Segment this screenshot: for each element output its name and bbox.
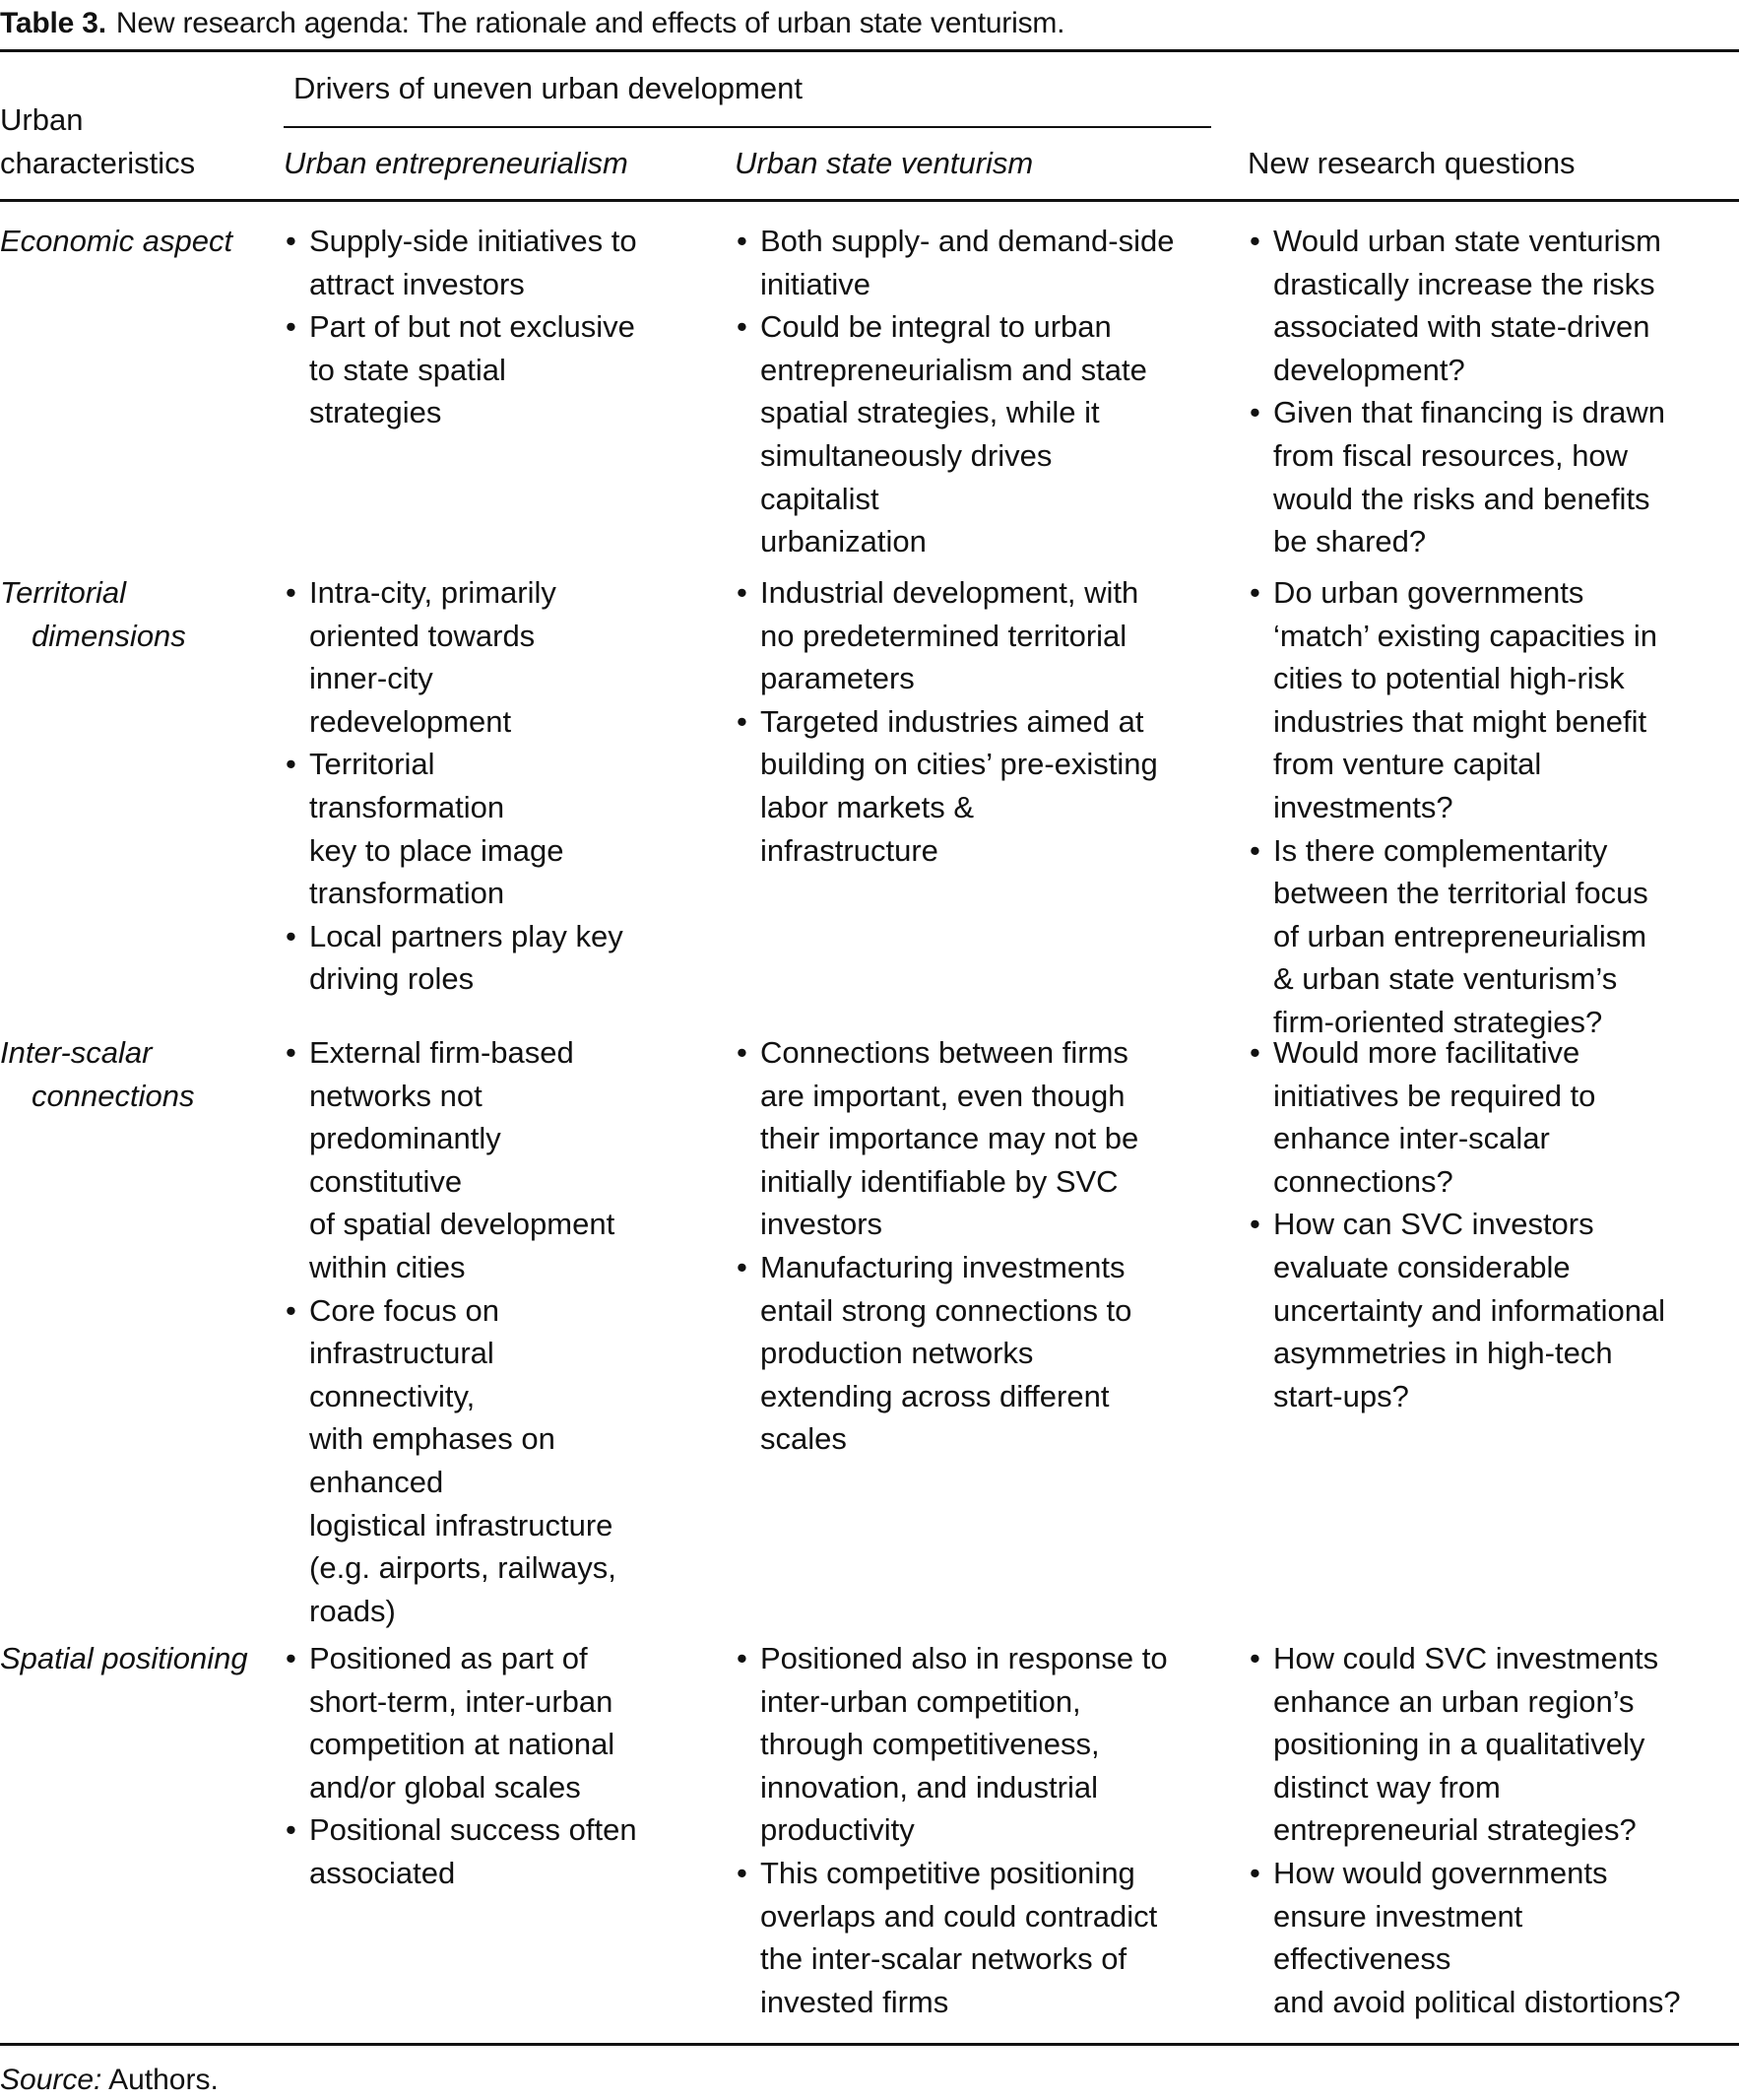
bullet-line: associated <box>309 1855 456 1890</box>
bullet-line: infrastructure <box>760 832 938 868</box>
bullet-item <box>735 1246 1227 1461</box>
table-caption <box>0 4 1064 43</box>
bullet-line: • Targeted industries aimed at <box>760 703 1144 739</box>
bullet-item <box>1248 391 1739 562</box>
bullet-line: competition at national <box>309 1727 615 1762</box>
bullet-line: • Would urban state venturism <box>1273 224 1662 258</box>
cell-urban-state-venturism <box>735 1637 1227 2023</box>
bullet-line: entail strong connections to <box>760 1292 1132 1328</box>
bullet-item <box>284 1637 707 1808</box>
bullet-line: • Both supply- and demand-side <box>760 224 1175 258</box>
bullet-line: entrepreneurial strategies? <box>1273 1812 1637 1848</box>
bullet-item <box>284 1808 707 1894</box>
bullet-line: development? <box>1273 352 1465 387</box>
bullet-line: their importance may not be <box>760 1121 1139 1156</box>
cell-characteristic <box>0 1031 266 1117</box>
bullet-line: effectiveness <box>1273 1941 1451 1977</box>
bullet-list <box>1248 571 1739 1044</box>
bullet-line: labor markets & <box>760 789 975 824</box>
cell-urban-entrepreneurialism <box>284 571 707 1001</box>
bullet-line: short-term, inter-urban <box>309 1683 613 1719</box>
bullet-line: be shared? <box>1273 524 1427 559</box>
bullet-line: investments? <box>1273 789 1453 824</box>
bullet-line: constitutive <box>309 1163 463 1199</box>
bullet-line: transformation <box>309 876 505 911</box>
bullet-line: no predetermined territorial <box>760 618 1127 653</box>
cell-new-research-questions <box>1248 1637 1739 2023</box>
bullet-line: of urban entrepreneurialism <box>1273 918 1647 953</box>
bullet-line: associated with state-driven <box>1273 309 1650 345</box>
cell-urban-entrepreneurialism <box>284 1637 707 1895</box>
bullet-line: • External firm-based <box>309 1035 574 1070</box>
bullet-line: • How would governments <box>1273 1855 1608 1890</box>
bullet-line: redevelopment <box>309 703 512 739</box>
bullet-item <box>284 220 707 305</box>
header-drivers: Drivers of uneven urban development <box>293 71 803 105</box>
bullet-line: attract investors <box>309 266 525 301</box>
bullet-item <box>1248 1031 1739 1203</box>
bullet-line: uncertainty and informational <box>1273 1292 1666 1328</box>
bullet-line: • Supply-side initiatives to <box>309 224 637 258</box>
bullet-line: • Industrial development, with <box>760 575 1139 610</box>
bullet-line: • Intra-city, primarily <box>309 575 556 610</box>
bullet-line: • Do urban governments <box>1273 575 1584 610</box>
drivers-rule <box>284 126 1211 128</box>
bullet-item <box>1248 1203 1739 1417</box>
bullet-line: infrastructural <box>309 1336 494 1371</box>
cell-characteristic <box>0 571 266 657</box>
bullet-line: industries that might benefit <box>1273 703 1647 739</box>
bullet-line: entrepreneurialism and state <box>760 352 1147 387</box>
bullet-line: spatial strategies, while it <box>760 395 1100 430</box>
bullet-line: from fiscal resources, how <box>1273 437 1629 473</box>
characteristic-line: Territorial <box>0 575 127 610</box>
bullet-line: initiative <box>760 266 870 301</box>
bullet-item <box>735 1852 1227 2023</box>
cell-new-research-questions <box>1248 571 1739 1044</box>
bullet-line: networks not <box>309 1078 483 1113</box>
characteristic-line: Economic aspect <box>0 224 233 258</box>
bullet-line: drastically increase the risks <box>1273 266 1655 301</box>
bullet-item <box>1248 571 1739 829</box>
cell-urban-state-venturism <box>735 1031 1227 1461</box>
top-rule <box>0 49 1739 52</box>
cell-urban-entrepreneurialism <box>284 220 707 434</box>
bullet-line: through competitiveness, <box>760 1727 1100 1762</box>
header-urban-entrepreneurialism: Urban entrepreneurialism <box>284 146 628 180</box>
bullet-list <box>735 571 1227 872</box>
bullet-line: initiatives be required to <box>1273 1078 1596 1113</box>
bullet-list <box>1248 1031 1739 1417</box>
bullet-item <box>1248 1637 1739 1852</box>
characteristic-line: connections <box>32 1078 195 1113</box>
bullet-line: simultaneously drives <box>760 437 1053 473</box>
bullet-item <box>735 305 1227 563</box>
bullet-line: productivity <box>760 1812 915 1848</box>
bullet-line: enhance an urban region’s <box>1273 1683 1635 1719</box>
bullet-line: from venture capital <box>1273 747 1542 782</box>
bullet-item <box>735 700 1227 872</box>
bullet-line: connections? <box>1273 1163 1453 1199</box>
bullet-item <box>284 305 707 434</box>
bullet-line: enhanced <box>309 1464 444 1499</box>
bullet-line: driving roles <box>309 961 475 997</box>
bullet-line: invested firms <box>760 1984 949 2019</box>
bullet-line: are important, even though <box>760 1078 1126 1113</box>
bullet-list <box>735 1637 1227 2023</box>
bullet-line: • Positional success often <box>309 1812 637 1848</box>
characteristic-line: dimensions <box>32 618 186 653</box>
bottom-rule <box>0 2043 1739 2046</box>
bullet-line: scales <box>760 1421 847 1457</box>
bullet-line: asymmetries in high-tech <box>1273 1336 1613 1371</box>
bullet-list <box>1248 220 1739 563</box>
bullet-line: • Local partners play key <box>309 918 623 953</box>
header-rule <box>0 199 1739 202</box>
bullet-line: • Positioned as part of <box>309 1641 588 1675</box>
bullet-item <box>1248 829 1739 1044</box>
bullet-item <box>735 1031 1227 1246</box>
bullet-line: cities to potential high-risk <box>1273 661 1625 696</box>
bullet-list <box>284 571 707 1001</box>
header-urban-state-venturism: Urban state venturism <box>735 146 1034 180</box>
bullet-item <box>735 220 1227 305</box>
bullet-item <box>284 571 707 743</box>
bullet-line: predominantly <box>309 1121 501 1156</box>
bullet-list <box>284 220 707 434</box>
bullet-line: • Part of but not exclusive <box>309 309 635 345</box>
cell-characteristic <box>0 1637 266 1680</box>
bullet-line: • Positioned also in response to <box>760 1641 1168 1675</box>
bullet-list <box>284 1031 707 1632</box>
bullet-line: • Given that financing is drawn <box>1273 395 1666 430</box>
cell-new-research-questions <box>1248 220 1739 563</box>
bullet-line: investors <box>760 1207 883 1242</box>
bullet-line: key to place image <box>309 832 564 868</box>
bullet-item <box>284 915 707 1001</box>
bullet-line: inner-city <box>309 661 433 696</box>
bullet-line: capitalist <box>760 481 879 516</box>
bullet-line: • Connections between firms <box>760 1035 1128 1070</box>
bullet-list <box>284 1637 707 1895</box>
bullet-line: with emphases on <box>309 1421 555 1457</box>
bullet-item <box>1248 220 1739 391</box>
bullet-line: inter-urban competition, <box>760 1683 1081 1719</box>
bullet-line: between the territorial focus <box>1273 876 1648 911</box>
bullet-line: and/or global scales <box>309 1769 581 1805</box>
cell-urban-state-venturism <box>735 571 1227 872</box>
bullet-list <box>1248 1637 1739 2023</box>
bullet-line: • Would more facilitative <box>1273 1035 1580 1070</box>
table-source-note <box>0 2061 219 2100</box>
bullet-line: extending across different <box>760 1378 1110 1413</box>
source-label: Source: <box>0 2064 102 2096</box>
bullet-line: ensure investment <box>1273 1898 1523 1934</box>
bullet-line: within cities <box>309 1249 466 1284</box>
bullet-line: • How could SVC investments <box>1273 1641 1659 1675</box>
table-label: Table 3. <box>0 7 106 39</box>
bullet-line: strategies <box>309 395 442 430</box>
cell-urban-state-venturism <box>735 220 1227 563</box>
bullet-item <box>284 1031 707 1289</box>
bullet-item <box>284 1289 707 1633</box>
bullet-item <box>1248 1852 1739 2023</box>
bullet-item <box>735 1637 1227 1852</box>
characteristic-line: Inter-scalar <box>0 1035 153 1070</box>
cell-characteristic <box>0 220 266 263</box>
bullet-list <box>735 1031 1227 1461</box>
bullet-line: production networks <box>760 1336 1034 1371</box>
bullet-line: urbanization <box>760 524 927 559</box>
bullet-line: building on cities’ pre-existing <box>760 747 1158 782</box>
header-characteristics: characteristics <box>0 146 196 180</box>
bullet-line: roads) <box>309 1593 396 1628</box>
bullet-line: ‘match’ existing capacities in <box>1273 618 1657 653</box>
characteristic-line: Spatial positioning <box>0 1641 248 1675</box>
bullet-line: transformation <box>309 789 505 824</box>
bullet-line: to state spatial <box>309 352 506 387</box>
bullet-line: • Could be integral to urban <box>760 309 1112 345</box>
bullet-line: enhance inter-scalar <box>1273 1121 1550 1156</box>
bullet-line: and avoid political distortions? <box>1273 1984 1681 2019</box>
bullet-line: the inter-scalar networks of <box>760 1941 1127 1977</box>
bullet-line: parameters <box>760 661 915 696</box>
bullet-line: evaluate considerable <box>1273 1249 1571 1284</box>
header-new-research-questions: New research questions <box>1248 146 1576 180</box>
bullet-line: • Is there complementarity <box>1273 832 1608 868</box>
bullet-item <box>284 743 707 914</box>
cell-urban-entrepreneurialism <box>284 1031 707 1632</box>
bullet-line: & urban state venturism’s <box>1273 961 1618 997</box>
bullet-line: positioning in a qualitatively <box>1273 1727 1645 1762</box>
bullet-line: • How can SVC investors <box>1273 1207 1594 1242</box>
bullet-line: overlaps and could contradict <box>760 1898 1158 1934</box>
bullet-line: innovation, and industrial <box>760 1769 1098 1805</box>
header-urban: Urban <box>0 102 84 137</box>
bullet-line: • This competitive positioning <box>760 1855 1135 1890</box>
bullet-line: initially identifiable by SVC <box>760 1163 1119 1199</box>
bullet-line: distinct way from <box>1273 1769 1501 1805</box>
cell-new-research-questions <box>1248 1031 1739 1417</box>
bullet-line: start-ups? <box>1273 1378 1409 1413</box>
bullet-line: oriented towards <box>309 618 536 653</box>
table-title: New research agenda: The rationale and effects of urban state venturism. <box>115 7 1065 39</box>
bullet-line: • Core focus on <box>309 1292 499 1328</box>
bullet-list <box>735 220 1227 563</box>
bullet-line: connectivity, <box>309 1378 476 1413</box>
source-text: Authors. <box>108 2064 219 2096</box>
bullet-item <box>735 571 1227 700</box>
bullet-line: • Territorial <box>309 747 435 782</box>
bullet-line: • Manufacturing investments <box>760 1249 1126 1284</box>
bullet-line: of spatial development <box>309 1207 615 1242</box>
bullet-line: logistical infrastructure <box>309 1507 613 1542</box>
bullet-line: would the risks and benefits <box>1273 481 1650 516</box>
bullet-line: (e.g. airports, railways, <box>309 1550 616 1586</box>
bullet-line: firm-oriented strategies? <box>1273 1004 1603 1039</box>
